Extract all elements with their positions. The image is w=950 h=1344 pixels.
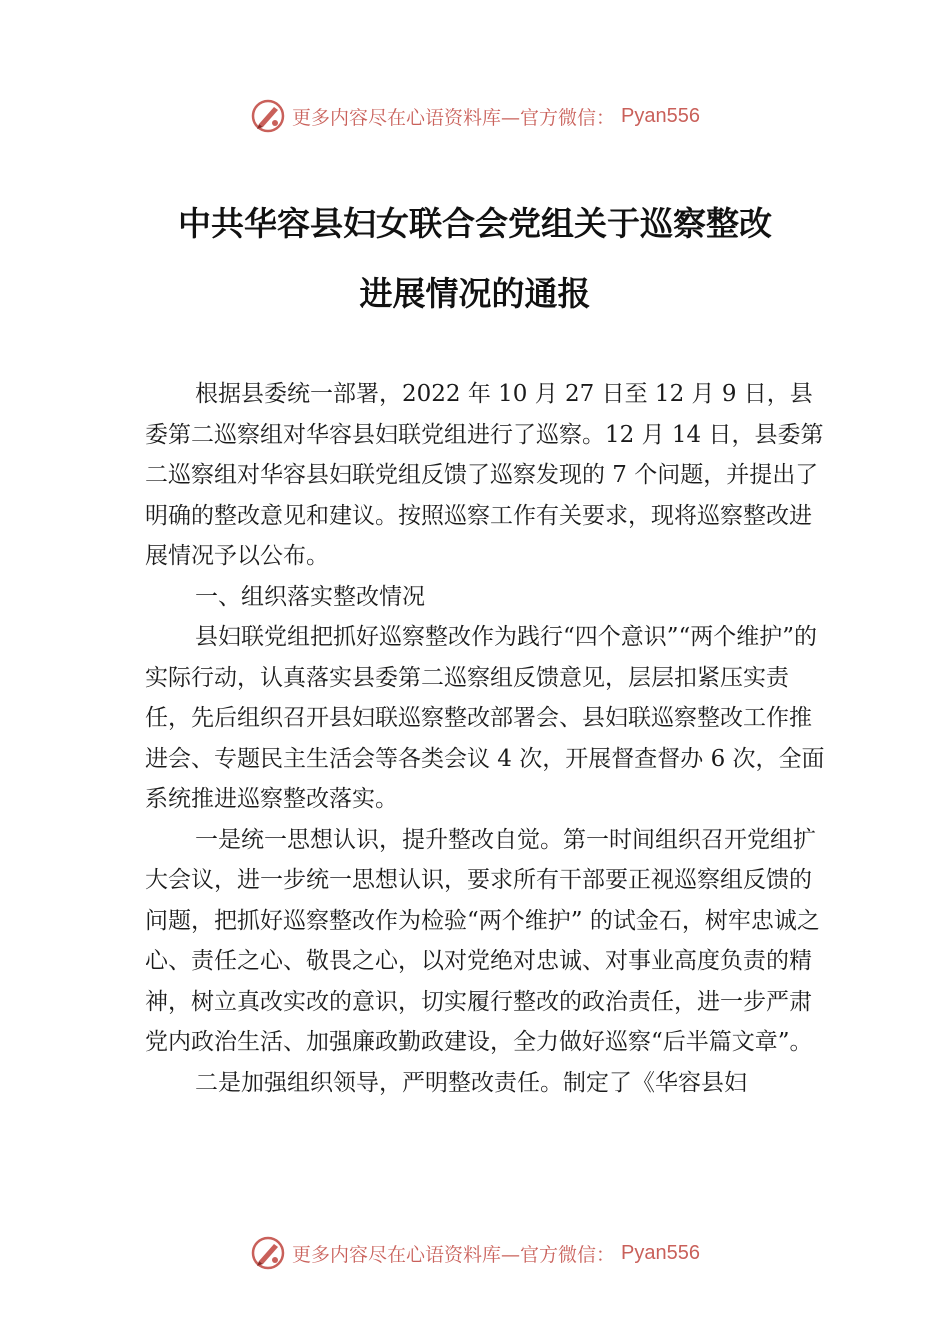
section-paragraph-3: 二是加强组织领导，严明整改责任。制定了《华容县妇 [195, 1069, 747, 1096]
document-body [145, 374, 825, 1103]
document-title-line1: 中共华容县妇女联合会党组关于巡察整改 [178, 204, 772, 243]
pen-logo-icon [250, 98, 286, 134]
document-title-line2: 进展情况的通报 [359, 274, 591, 313]
section-paragraph-1: 县妇联党组把抓好巡察整改作为践行“四个意识”“两个维护”的实际行动，认真落实县委第二巡察组反馈意见，层层扣紧压实责任，先后组织召开县妇联巡察整改部署会、县妇联巡察整改工作推进会、专题民主生活会等各类会议 4 次，开展督查督办 6 次，全面系统推进巡察整改落实。 [145, 624, 825, 812]
section-heading: 一、组织落实整改情况 [195, 583, 425, 610]
watermark-wechat-id: Pyan556 [621, 104, 700, 127]
intro-paragraph: 根据县委统一部署，2022 年 10 月 27 日至 12 月 9 日，县委第二巡察组对华容县妇联党组进行了巡察。12 月 14 日，县委第二巡察组对华容县妇联党组反馈了巡察发现的 7 个问题，并提出了明确的整改意见和建议。按照巡察工作有关要求，现将巡察整改进展情况予以公布。 [145, 381, 824, 569]
watermark-footer [0, 1233, 950, 1273]
section-paragraph-2: 一是统一思想认识，提升整改自觉。第一时间组织召开党组扩大会议，进一步统一思想认识，要求所有干部要正视巡察组反馈的问题，把抓好巡察整改作为检验“两个维护” 的试金石，树牢忠诚之心、责任之心、敬畏之心，以对党绝对忠诚、对事业高度负责的精神，树立真改实改的意识，切实履行整改的政治责任，进一步严肃党内政治生活、加强廉政勤政建设，全力做好巡察“后半篇文章”。 [145, 826, 820, 1055]
watermark-text: 更多内容尽在心语资料库—官方微信： [292, 1243, 616, 1266]
pen-logo-icon [250, 1235, 286, 1271]
watermark-header [0, 96, 950, 136]
watermark-wechat-id: Pyan556 [621, 1241, 700, 1264]
watermark-text: 更多内容尽在心语资料库—官方微信： [292, 106, 616, 129]
